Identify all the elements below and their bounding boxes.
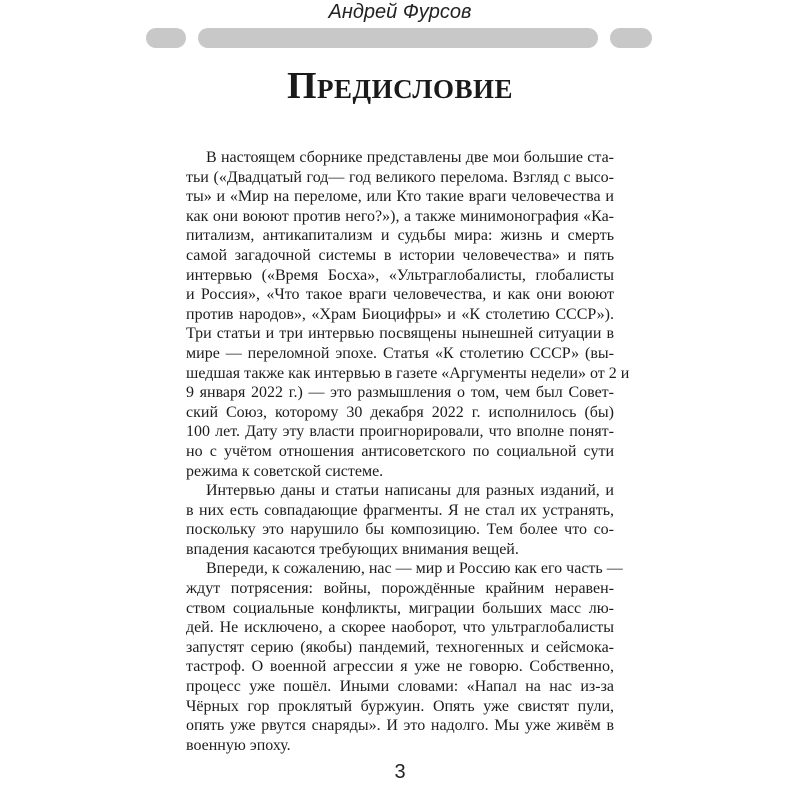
text-line: процесс уже пошёл. Иными словами: «Напал на нас из-за — [186, 678, 614, 696]
text-line: Чёрных гор проклятый буржуин. Опять уже свистят пули, — [186, 697, 614, 715]
text-line: 9 января 2022 г.) — это размышления о том, чем был Совет- — [186, 384, 614, 402]
page-title: Предисловие — [286, 65, 514, 107]
text-line: самой загадочной системы в истории человечества» и пять — [186, 246, 614, 264]
text-line: интервью («Время Босха», «Ультраглобалисты, глобалисты — [186, 266, 614, 284]
text-line: дей. Не исключено, а скорее наоборот, что ультраглобалисты — [186, 619, 614, 637]
text-line: Три статьи и три интервью посвящены нынешней ситуации в — [186, 325, 614, 343]
paragraph — [186, 559, 623, 755]
text-line: против народов», «Храм Биоцифры» и «К столетию СССР»). — [186, 305, 614, 323]
text-line: поскольку это нарушило бы композицию. Тем более что со- — [186, 521, 614, 539]
text-line: но с учётом отношения антисоветского по социальной сути — [186, 442, 614, 460]
running-head-author: Андрей Фурсов — [328, 1, 472, 23]
text-line: военную эпоху. — [186, 736, 291, 754]
text-line: 100 лет. Дату эту власти проигнорировали, что вполне понят- — [186, 423, 614, 441]
text-line: мире — переломной эпохе. Статья «К столетию СССР» (вы- — [186, 344, 614, 362]
text-line: шедшая также как интервью в газете «Аргументы недели» от 2 и — [186, 364, 630, 382]
text-line: тьи («Двадцатый год— год великого перелома. Взгляд с высо- — [186, 168, 614, 186]
header-rule-center — [198, 28, 598, 48]
text-line: режима к советской системе. — [186, 462, 384, 480]
page-number: 3 — [394, 761, 406, 783]
text-line: опять уже рвутся снаряды». И это надолго. Мы уже живём в — [186, 717, 614, 735]
text-line: в них есть совпадающие фрагменты. Я не стал их устранять, — [186, 501, 614, 519]
paragraph — [186, 148, 630, 481]
text-line: В настоящем сборнике представлены две мои большие ста- — [206, 149, 614, 166]
body-text — [186, 148, 630, 755]
text-line: как они воюют против него?»), а также минимонография «Ка- — [186, 207, 614, 225]
text-line: тастроф. О военной агрессии я уже не говорю. Собственно, — [186, 658, 614, 676]
text-line: Интервью даны и статьи написаны для разных изданий, и — [206, 482, 614, 500]
text-line: запустят серию (якобы) пандемий, техногенных и сейсмока- — [186, 638, 614, 656]
text-line: ждут потрясения: войны, порождённые крайним неравен- — [186, 580, 614, 598]
text-line: ский Союз, которому 30 декабря 2022 г. исполнилось (бы) — [186, 403, 614, 421]
text-line: питализм, антикапитализм и судьбы мира: жизнь и смерть — [186, 227, 614, 245]
header-rule-right — [610, 28, 652, 48]
paragraph — [186, 481, 614, 559]
text-line: и Россия», «Что такое враги человечества, и как они воюют — [186, 286, 614, 304]
header-rule-left — [146, 28, 186, 48]
text-line: ством социальные конфликты, миграции больших масс лю- — [186, 599, 614, 617]
text-line: ты» и «Мир на переломе, или Кто такие враги человечества и — [186, 188, 614, 206]
text-line: Впереди, к сожалению, нас — мир и Россию как его часть — — [206, 560, 623, 578]
text-line: впадения касаются требующих внимания вещей. — [186, 540, 519, 558]
